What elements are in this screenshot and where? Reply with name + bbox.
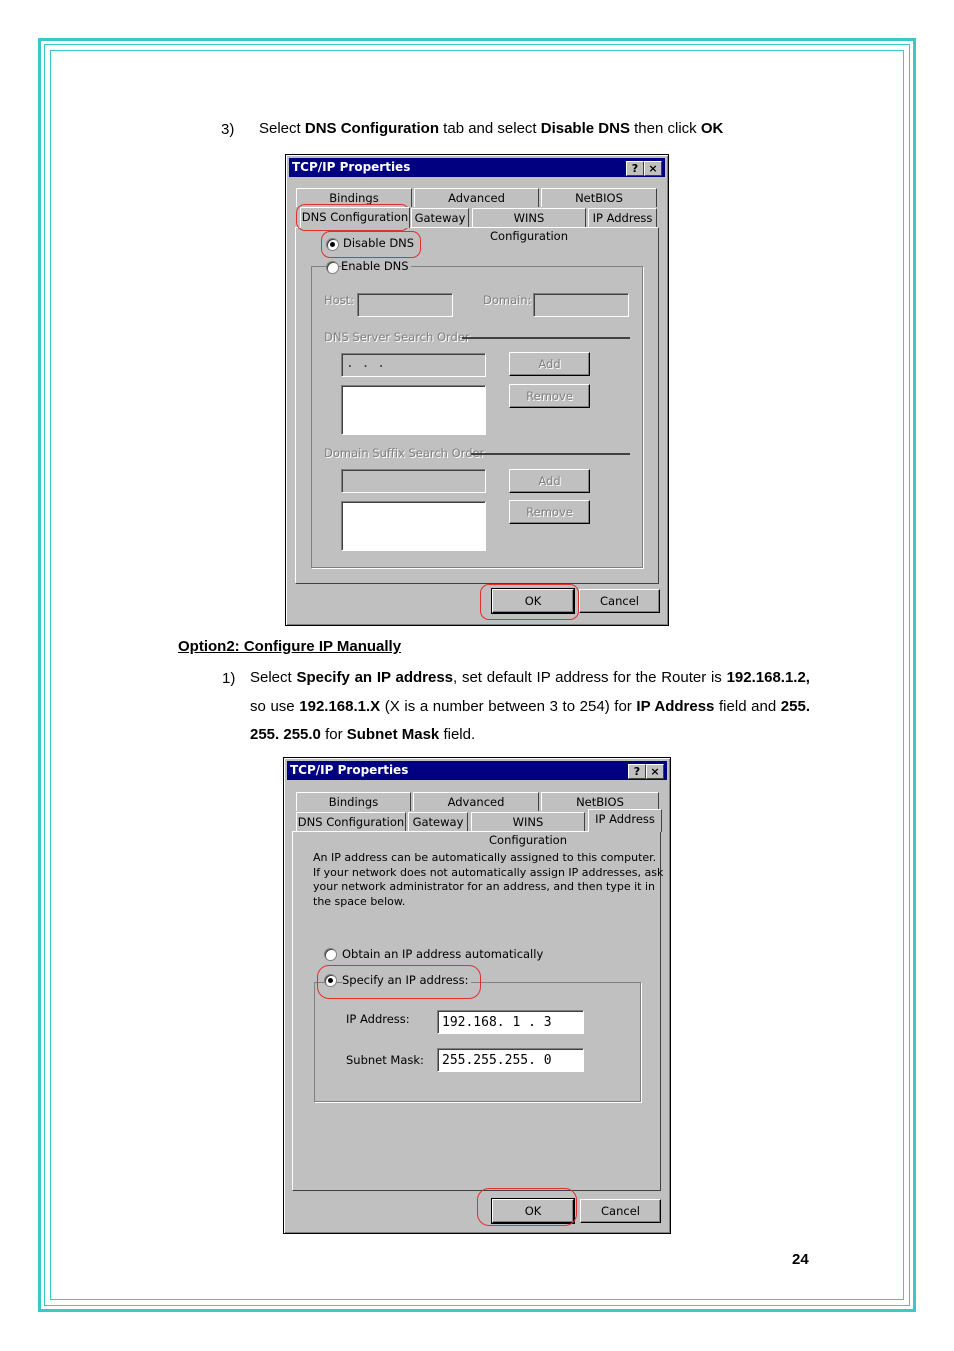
dns-server-list[interactable] bbox=[341, 385, 486, 435]
tab-advanced[interactable]: Advanced bbox=[414, 188, 539, 207]
info-line: the space below. bbox=[313, 894, 406, 908]
section-heading: Option2: Configure IP Manually bbox=[178, 638, 402, 655]
subnet-mask-label: Subnet Mask: bbox=[346, 1053, 424, 1067]
tab-netbios[interactable]: NetBIOS bbox=[541, 792, 659, 811]
host-input[interactable] bbox=[357, 293, 453, 317]
domain-suffix-order-label: Domain Suffix Search Order bbox=[324, 446, 485, 460]
tab-ip-address[interactable]: IP Address bbox=[588, 809, 662, 832]
dns-server-ip-input[interactable]: . . . bbox=[341, 353, 486, 377]
enable-dns-radio[interactable] bbox=[326, 261, 339, 274]
remove-dns-server-button[interactable]: Remove bbox=[509, 384, 590, 408]
info-line: If your network does not automatically assign IP addresses, ask bbox=[313, 865, 664, 879]
ok-button[interactable]: OK bbox=[492, 1199, 574, 1223]
close-button[interactable]: × bbox=[644, 161, 662, 176]
add-dns-server-button[interactable]: Add bbox=[509, 352, 590, 376]
cancel-button[interactable]: Cancel bbox=[579, 589, 660, 613]
add-domain-suffix-button[interactable]: Add bbox=[509, 469, 590, 493]
dialog-title: TCP/IP Properties bbox=[292, 160, 411, 174]
tcpip-dialog-dns bbox=[285, 154, 669, 626]
highlight-oval bbox=[480, 584, 579, 620]
domain-input[interactable] bbox=[533, 293, 629, 317]
tab-advanced[interactable]: Advanced bbox=[413, 792, 539, 811]
disable-dns-label: Disable DNS bbox=[343, 236, 415, 250]
tab-bindings[interactable]: Bindings bbox=[296, 792, 411, 811]
domain-suffix-list[interactable] bbox=[341, 501, 486, 551]
ok-button[interactable]: OK bbox=[492, 589, 574, 613]
info-line: An IP address can be automatically assigned to this computer. bbox=[313, 851, 657, 864]
info-text bbox=[313, 851, 663, 909]
tab-bindings[interactable]: Bindings bbox=[296, 188, 412, 207]
tab-dns-configuration[interactable]: DNS Configuration bbox=[296, 812, 406, 831]
domain-suffix-input[interactable] bbox=[341, 469, 486, 493]
subnet-mask-input[interactable]: 255.255.255. 0 bbox=[437, 1048, 584, 1072]
tab-gateway[interactable]: Gateway bbox=[408, 812, 468, 831]
title-bar bbox=[287, 761, 667, 780]
cancel-button[interactable]: Cancel bbox=[580, 1199, 661, 1223]
divider bbox=[471, 453, 630, 455]
tab-gateway[interactable]: Gateway bbox=[411, 208, 469, 227]
tab-netbios[interactable]: NetBIOS bbox=[541, 188, 657, 207]
highlight-oval bbox=[477, 1188, 577, 1226]
help-button[interactable]: ? bbox=[626, 161, 644, 176]
divider bbox=[462, 337, 630, 339]
page-number: 24 bbox=[792, 1251, 809, 1268]
tab-wins-configuration[interactable]: WINS Configuration bbox=[472, 208, 586, 227]
highlight-oval bbox=[321, 231, 421, 258]
option2-instruction: Select Specify an IP address, set default IP address for the Router is 192.168.1.2, so use 192.168.1.X (X is a number between 3 to 254) for IP Address field and 255. 255. 255.0 for Subnet Mask field. bbox=[250, 669, 810, 743]
specify-ip-groupbox bbox=[314, 982, 641, 1102]
dialog-title: TCP/IP Properties bbox=[290, 763, 409, 777]
domain-label: Domain: bbox=[483, 293, 532, 307]
dns-server-order-label: DNS Server Search Order bbox=[324, 330, 470, 344]
step-number: 3) bbox=[221, 121, 235, 138]
tab-ip-address[interactable]: IP Address bbox=[588, 208, 657, 227]
enable-dns-label: Enable DNS bbox=[341, 259, 409, 273]
step-number: 1) bbox=[222, 670, 236, 687]
remove-domain-suffix-button[interactable]: Remove bbox=[509, 500, 590, 524]
host-label: Host: bbox=[324, 293, 355, 307]
info-line: your network administrator for an address, and then type it in bbox=[313, 880, 656, 893]
tab-wins-configuration[interactable]: WINS Configuration bbox=[471, 812, 585, 831]
ip-address-input[interactable]: 192.168. 1 . 3 bbox=[437, 1010, 584, 1034]
close-button[interactable]: × bbox=[646, 764, 664, 779]
title-bar bbox=[289, 158, 665, 177]
highlight-oval bbox=[317, 965, 481, 999]
obtain-ip-label: Obtain an IP address automatically bbox=[342, 947, 544, 961]
specify-ip-label: Specify an IP address: bbox=[342, 973, 469, 987]
step3-instruction: Select DNS Configuration tab and select Disable DNS then click OK bbox=[259, 120, 724, 137]
tab-dns-configuration[interactable]: DNS Configuration bbox=[300, 207, 410, 228]
ip-address-label: IP Address: bbox=[346, 1012, 410, 1026]
help-button[interactable]: ? bbox=[628, 764, 646, 779]
obtain-ip-radio[interactable] bbox=[324, 948, 337, 961]
tcpip-dialog-ip bbox=[283, 757, 671, 1234]
